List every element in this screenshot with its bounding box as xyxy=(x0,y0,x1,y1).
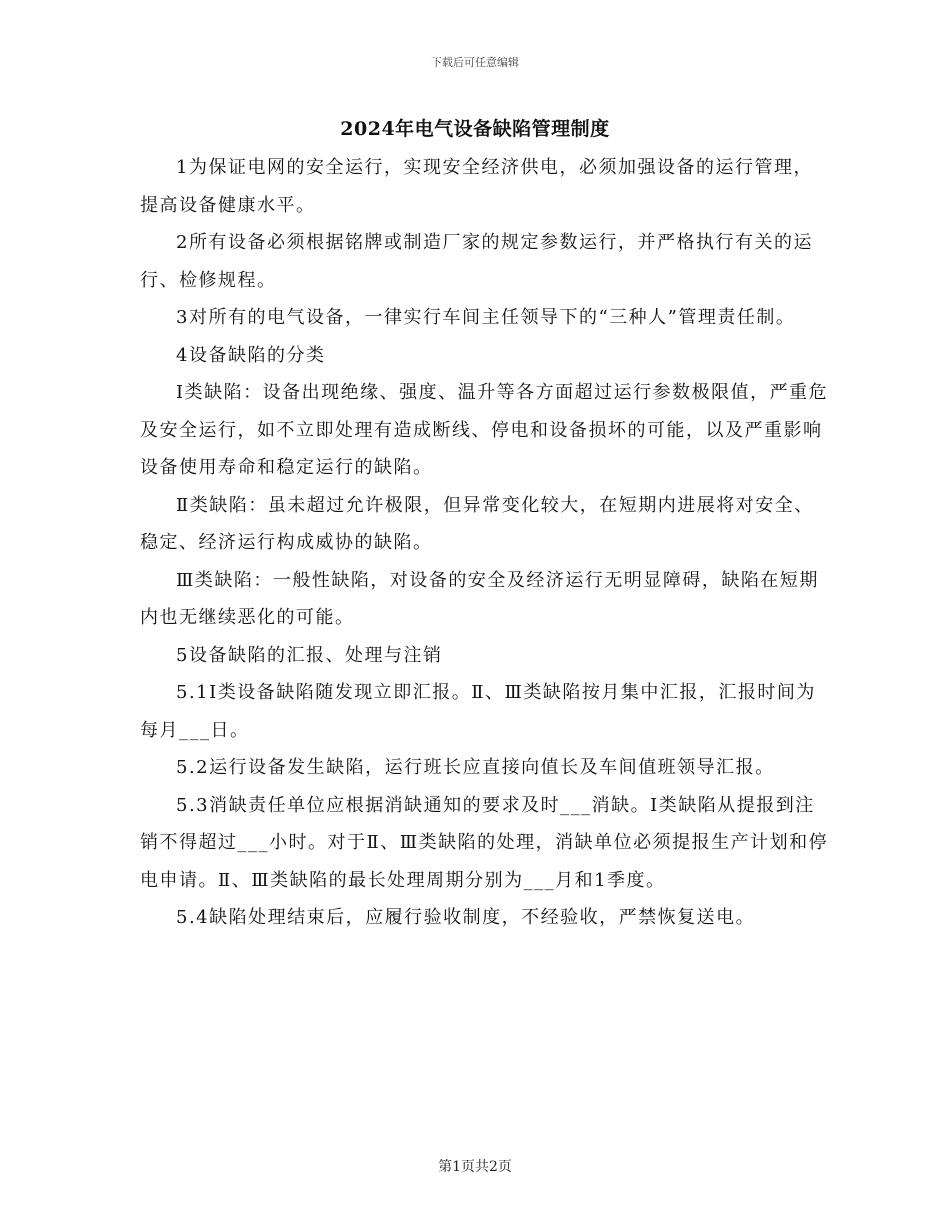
page-number: 第1页共2页 xyxy=(438,1159,512,1175)
paragraph-1: 1为保证电网的安全运行，实现安全经济供电，必须加强设备的运行管理，提高设备健康水平。 xyxy=(140,157,813,216)
clause-5-4: 5.4缺陷处理结束后，应履行验收制度，不经验收，严禁恢复送电。 xyxy=(176,907,756,928)
document-title: 2024年电气设备缺陷管理制度 xyxy=(340,118,610,140)
clause-5-1: 5.1Ⅰ类设备缺陷随发现立即汇报。Ⅱ、Ⅲ类缺陷按月集中汇报，汇报时间为每月___日。 xyxy=(140,682,816,741)
clause-5-3: 5.3消缺责任单位应根据消缺通知的要求及时___消缺。Ⅰ类缺陷从提报到注销不得超过___小时。对于Ⅱ、Ⅲ类缺陷的处理，消缺单位必须提报生产计划和停电申请。Ⅱ、Ⅲ类缺陷的最长处理周期分别为___月和1季度。 xyxy=(140,794,829,891)
clause-5-2: 5.2运行设备发生缺陷，运行班长应直接向值长及车间值班领导汇报。 xyxy=(176,757,775,778)
defect-class-3: Ⅲ类缺陷：一般性缺陷，对设备的安全及经济运行无明显障碍，缺陷在短期内也无继续恶化的可能。 xyxy=(140,569,819,628)
document-body xyxy=(140,149,830,937)
section-heading-5: 5设备缺陷的汇报、处理与注销 xyxy=(176,644,443,666)
section-heading-4: 4设备缺陷的分类 xyxy=(176,344,326,366)
paragraph-2: 2所有设备必须根据铭牌或制造厂家的规定参数运行，并严格执行有关的运行、检修规程。 xyxy=(140,232,813,291)
defect-class-1: Ⅰ类缺陷：设备出现绝缘、强度、温升等各方面超过运行参数极限值，严重危及安全运行，如不立即处理有造成断线、停电和设备损坏的可能，以及严重影响设备使用寿命和稳定运行的缺陷。 xyxy=(140,382,829,478)
paragraph-3: 3对所有的电气设备，一律实行车间主任领导下的“三种人”管理责任制。 xyxy=(176,307,796,328)
page-header-note: 下载后可任意编辑 xyxy=(431,56,519,69)
defect-class-2: Ⅱ类缺陷：虽未超过允许极限，但异常变化较大，在短期内进展将对安全、稳定、经济运行构成威协的缺陷。 xyxy=(140,494,814,553)
